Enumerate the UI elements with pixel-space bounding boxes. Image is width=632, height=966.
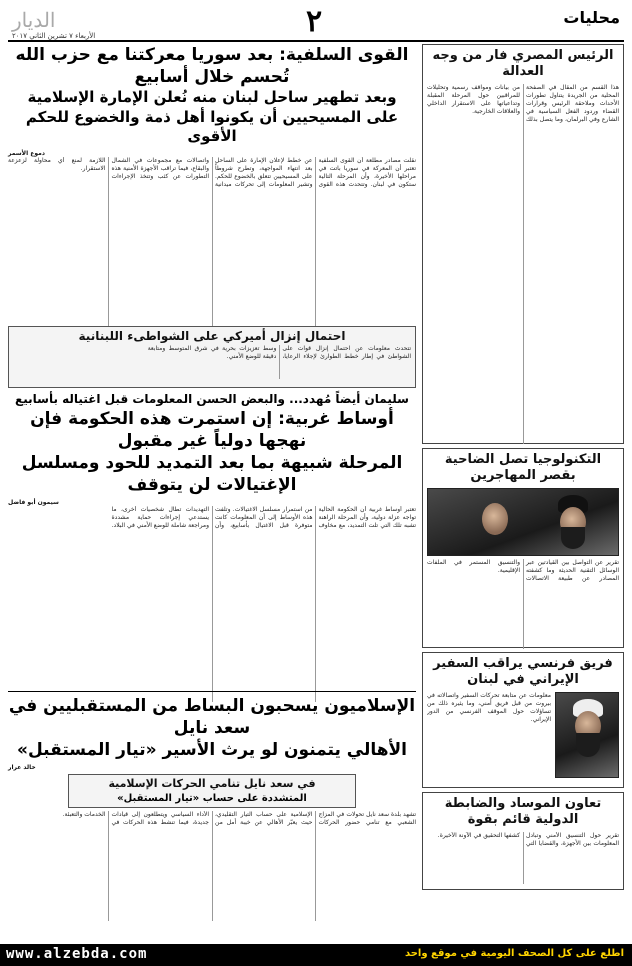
article-title: فريق فرنسي يراقب السفير الإيراني في لبنان	[433, 656, 613, 688]
byline: سيمون أبو فاضل	[8, 498, 59, 506]
article-title: احتمال إنزال أميركي على الشواطىء اللبنانية	[78, 329, 346, 343]
headline: القوى السلفية: بعد سوريا معركتنا مع حزب الله تُحسم خلال أسابيع	[15, 45, 409, 88]
article-body: تشهد بلدة سعد نايل تحولات في المزاج الشعبي مع تنامي حضور الحركات الإسلامية على حساب التيار التقليدي، حيث يعبّر الأهالي عن خيبة أمل من الأداء السياسي ويتطلعون إلى قيادات جديدة، فيما تنشط هذه الحركات في الخدمات والتعبئة.	[62, 811, 416, 827]
masthead-rule	[8, 40, 624, 42]
article-western-circles	[8, 392, 416, 688]
article-body: تتحدث معلومات عن احتمال إنزال قوات على الشواطئ في إطار خطط الطوارئ لإجلاء الرعايا، وسط تعزيزات بحرية في شرق المتوسط ومتابعة دقيقة للوضع الأمني.	[147, 345, 411, 361]
article-mossad	[422, 792, 624, 890]
article-egypt-president	[422, 44, 624, 444]
article-technology	[422, 448, 624, 648]
leaders-photo	[427, 488, 619, 556]
article-us-landing	[8, 326, 416, 388]
section-title: محليات	[563, 8, 620, 27]
byline: دموع الأسمر	[8, 149, 45, 157]
article-french-team	[422, 652, 624, 788]
article-salafist-forces	[8, 44, 416, 322]
article-body: هذا القسم من المقال في الصفحة المحلية من الجريدة يتناول تطورات الأحداث وملاحقة الرئيس وقرارات القضاء وردود الفعل السياسية في الشارع وفي البرلمان، وما يتصل بذلك من بيانات ومواقف رسمية وتحليلات للمراقبين حول المرحلة المقبلة وتداعياتها على الاستقرار الداخلي والعلاقات الخارجية.	[427, 83, 619, 123]
kicker: سليمان أيضاً مُهدد... والبعض الحسن المعلومات قبل اغتياله بأسابيع	[15, 392, 409, 406]
sub-headline-line: المتشددة على حساب «تيار المستقبل»	[117, 793, 307, 805]
issue-date: الأربعاء ٧ تشرين الثاني ٢٠١٧	[12, 32, 96, 40]
sub-headline: في سعد نايل تنامي الحركات الإسلامية	[108, 777, 316, 791]
headline: على المسيحيين أن يكونوا أهل ذمة والخضوع للحكم الأقوى	[25, 107, 399, 146]
beard-shape	[576, 733, 600, 757]
masthead	[8, 6, 624, 42]
face-shape	[482, 503, 508, 535]
right-column	[422, 44, 624, 894]
article-title: الرئيس المصري فار من وجه العدالة	[432, 48, 614, 80]
site-url[interactable]: www.alzebda.com	[6, 946, 148, 962]
sub-headline-box	[68, 774, 356, 808]
beard-shape	[561, 527, 585, 549]
headline: الإسلاميون يسحبون البساط من المستقبليين في سعد نايل	[8, 696, 416, 739]
headline: الأهالي يتمنون لو يرث الأسير «تيار المستقبل»	[16, 740, 408, 761]
newspaper-logo: الديار	[12, 8, 56, 32]
article-body: معلومات عن متابعة تحركات السفير واتصالاته في بيروت من قبل فريق أمني، وما يثيره ذلك من تساؤلات حول الموقف الفرنسي من الدور الإيراني.	[427, 691, 551, 723]
article-saad-nayel	[8, 695, 416, 921]
article-title: تعاون الموساد والضابطة الدولية قائم بقوة	[444, 796, 602, 828]
footer-banner[interactable]	[0, 944, 632, 966]
page-number: ٢	[306, 4, 323, 39]
article-body: نقلت مصادر مطلعة أن القوى السلفية تعتبر أن المعركة في سوريا باتت في مراحلها الأخيرة، وأن المرحلة التالية ستكون في لبنان. وتتحدث هذه القوى عن خطط لإعلان الإمارة على الساحل بعد انتهاء المواجهة، وتطرح شروطاً على المسيحيين تتعلق بالخضوع للحكم. وتشير المعلومات إلى تحركات ميدانية واتصالات مع مجموعات في الشمال والبقاع، فيما تراقب الأجهزة الأمنية هذه التطورات عن كثب وتتخذ الإجراءات اللازمة لمنع أي محاولة لزعزعة الاستقرار.	[8, 156, 416, 188]
headline: أوساط غربية: إن استمرت هذه الحكومة فإن نهجها دولياً غير مقبول	[30, 408, 394, 451]
promo-text: اطلع على كل الصحف اليومية في موقع واحد	[404, 948, 624, 959]
article-body: تعتبر أوساط غربية أن الحكومة الحالية تواجه عزلة دولية، وأن المرحلة الراهنة تشبه تلك التي تلت التمديد، مع مخاوف من استمرار مسلسل الاغتيالات. وتلفت هذه الأوساط إلى أن المعلومات كانت متوفرة قبل الاغتيال بأسابيع، وأن التهديدات تطال شخصيات أخرى، ما يستدعي إجراءات حماية مشددة ومراجعة شاملة للوضع الأمني في البلاد.	[111, 505, 416, 530]
ambassador-photo	[555, 692, 619, 778]
article-title: التكنولوجيا تصل الضاحية بقصر المهاجرين	[444, 452, 602, 484]
byline: خالد عرار	[8, 764, 36, 772]
main-area	[8, 44, 416, 921]
article-body: تقرير حول التنسيق الأمني وتبادل المعلومات بين الأجهزة، والقضايا التي كشفها التحقيق في الآونة الأخيرة.	[437, 831, 619, 847]
section-divider	[8, 691, 416, 692]
headline: المرحلة شبيهة بما بعد التمديد للحود ومسلسل الإغتيالات لن يتوقف	[21, 452, 403, 495]
headline: وبعد تطهير ساحل لبنان منه نُعلن الإمارة الإسلامية	[27, 88, 397, 107]
article-body: تقرير عن التواصل بين القيادتين عبر الوسائل التقنية الحديثة وما كشفته المصادر عن طبيعة الاتصالات والتنسيق المستمر في الملفات الإقليمية.	[427, 558, 619, 582]
